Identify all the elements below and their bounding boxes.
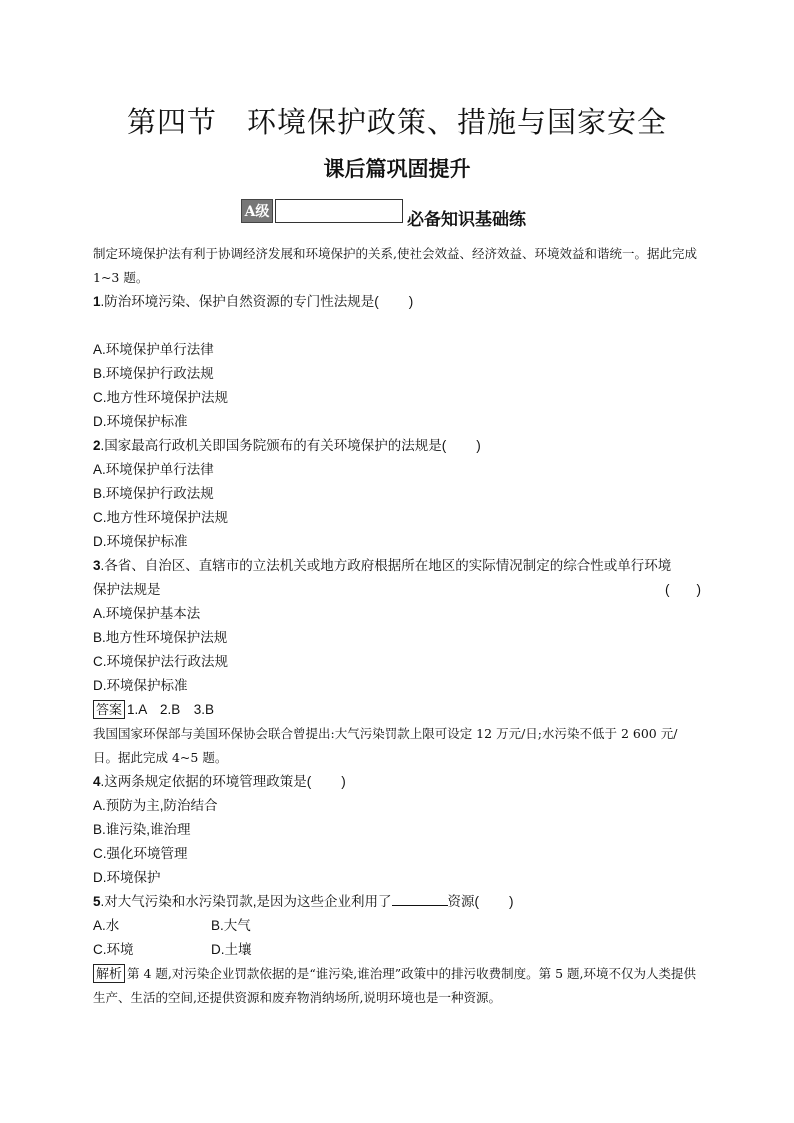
explanation-block	[93, 962, 701, 1010]
question-text: .各省、自治区、直辖市的立法机关或地方政府根据所在地区的实际情况制定的综合性或单行环境	[100, 558, 672, 573]
intro-paragraph-1: 制定环境保护法有利于协调经济发展和环境保护的关系,使社会效益、经济效益、环境效益和谐统一。据此完成 1~3 题。	[93, 246, 697, 285]
question-5: 5.对大气污染和水污染罚款,是因为这些企业利用了 资源( )	[93, 890, 701, 914]
level-header	[241, 198, 526, 230]
option-item: B.地方性环境保护法规	[93, 630, 228, 645]
page-title	[0, 100, 794, 141]
level-badge: A级	[241, 199, 273, 223]
question-2: 2.国家最高行政机关即国务院颁布的有关环境保护的法规是( )	[93, 438, 481, 453]
explanation-text: 第 4 题,对污染企业罚款依据的是“谁污染,谁治理”政策中的排污收费制度。第 5 题,环境不仅为人类提供生产、生活的空间,还提供资源和废弃物消纳场所,说明环境也是一种资源。	[93, 966, 697, 1005]
option-item: A.环境保护单行法律	[93, 462, 214, 477]
answer-tag: 答案	[93, 700, 125, 719]
question-1: 1.防治环境污染、保护自然资源的专门性法规是( )	[93, 294, 414, 309]
question-3	[93, 554, 701, 578]
question-content	[93, 242, 701, 1010]
question-number: 2	[93, 438, 101, 453]
explanation-tag: 解析	[93, 964, 125, 983]
intro-paragraph-2: 我国国家环保部与美国环保协会联合曾提出:大气污染罚款上限可设定 12 万元/日;水污染不低于 2 600 元/日。据此完成 4~5 题。	[93, 726, 678, 765]
answer-block	[93, 698, 701, 722]
question-text: .防治环境污染、保护自然资源的专门性法规是(	[100, 294, 379, 309]
section-title: 环境保护政策、措施与国家安全	[247, 105, 668, 139]
fill-blank	[392, 891, 448, 906]
question-text: .对大气污染和水污染罚款,是因为这些企业利用了	[100, 894, 392, 909]
level-box	[275, 199, 403, 223]
option-item: A.环境保护基本法	[93, 606, 201, 621]
option-item: B.环境保护行政法规	[93, 486, 214, 501]
option-item: C.强化环境管理	[93, 846, 188, 861]
option-item: B.大气	[211, 918, 251, 933]
question-number: 1	[93, 294, 101, 309]
question-3-continued: 保护法规是 ( )	[93, 578, 701, 602]
section-number: 第四节	[126, 105, 217, 139]
question-number: 5	[93, 894, 101, 909]
option-item: D.环境保护标准	[93, 414, 188, 429]
question-number: 4	[93, 774, 101, 789]
option-item: A.水	[93, 918, 120, 933]
option-row	[93, 938, 701, 962]
option-item: B.环境保护行政法规	[93, 366, 214, 381]
option-item: C.地方性环境保护法规	[93, 510, 228, 525]
question-text: .这两条规定依据的环境管理政策是(	[100, 774, 312, 789]
level-title: 必备知识基础练	[407, 209, 526, 230]
option-item: D.土壤	[211, 942, 252, 957]
option-item: C.环境	[93, 942, 134, 957]
option-item: D.环境保护标准	[93, 678, 188, 693]
option-item: A.环境保护单行法律	[93, 342, 214, 357]
question-number: 3	[93, 558, 101, 573]
option-item: D.环境保护标准	[93, 534, 188, 549]
answer-paren: ( )	[665, 582, 701, 597]
page-subtitle: 课后篇巩固提升	[323, 157, 471, 181]
option-item: C.地方性环境保护法规	[93, 390, 228, 405]
option-item: B.谁污染,谁治理	[93, 822, 191, 837]
option-row	[93, 914, 701, 938]
question-text: .国家最高行政机关即国务院颁布的有关环境保护的法规是(	[100, 438, 447, 453]
answer-text: 1.A 2.B 3.B	[127, 702, 215, 717]
option-item: D.环境保护	[93, 870, 161, 885]
option-item: A.预防为主,防治结合	[93, 798, 218, 813]
question-4: 4.这两条规定依据的环境管理政策是( )	[93, 774, 346, 789]
option-item: C.环境保护法行政法规	[93, 654, 228, 669]
